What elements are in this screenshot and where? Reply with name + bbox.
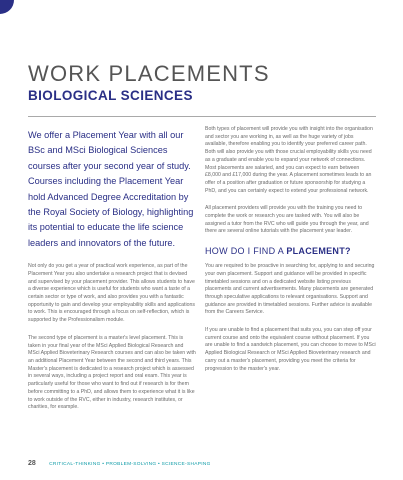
footer-tagline: CRITICAL-THINKING • PROBLEM-SOLVING • SCIENCE-SHAPING [49, 462, 211, 467]
section-heading [205, 246, 376, 257]
right-column [205, 126, 376, 383]
page-title: WORK PLACEMENTS [28, 61, 270, 86]
body-paragraph: The second type of placement is a master's level placement. This is taken in your final year of the MSci Applied Biological Research and MSci Applied Bioveterinary Research courses and can also be taken with an additional Placement Year between the second and third years. This Master's placement is dedicated to a research project which is assessed in several ways, including a project report and oral exam. This year is particularly useful for those who want to find out if research is for them before committing to a PhD, and allows them to experience what it is like to work outside of the RVC, either in industry, research institutes, or charities, for example. [28, 334, 196, 411]
section-heading-prefix: HOW DO I FIND A [205, 246, 287, 257]
left-column [28, 128, 196, 422]
page-number: 28 [28, 460, 36, 467]
page-footer [28, 458, 376, 470]
body-paragraph: All placement providers will provide you with the training you need to complete the work or research you are tasked with. You will also be assigned a tutor from the RVC who will guide you through the year, and there are several online tutorials with the placement year leader. [205, 205, 369, 235]
page-subtitle: BIOLOGICAL SCIENCES [28, 88, 193, 103]
intro-paragraph: We offer a Placement Year with all our BSc and MSci Biological Sciences courses after your second year of study. Courses including the Placement Year hold Advanced Degree Accreditation by the Royal Society of Biology, highlighting its potential to educate the life science leaders and innovators of the future. [28, 130, 194, 248]
body-paragraph: If you are unable to find a placement that suits you, you can step off your current course and onto the equivalent course without placement. If you are unable to find a sandwich placement, you can choose to move to MSci Applied Biological Research or MSci Applied Bioveterinary research and carry out a master's placement, providing you meet the criteria for progression to the master's year. [205, 327, 376, 372]
body-paragraph: You are required to be proactive in searching for, applying to and securing your own placement. Support and guidance will be provided in specific timetabled sessions and on a dedicated website listing previous placements and current advertisements. Many placements are generated through speculative applications to relevant organisations. Support and guidance are provided in timetabled sessions. Further advice is available from the Careers Service. [205, 263, 375, 316]
section-heading-bold: PLACEMENT? [286, 246, 351, 257]
body-paragraph: Not only do you get a year of practical work experience, as part of the Placement Year you also undertake a research project that is devised and supervised by your placement provider. This allows students to have a diverse experience which is useful for students who want a taste of a certain sector or type of work, and also provides you with a fantastic opportunity to gain and develop your employability skills and applications to work. This is encouraged through a focus on self-reflection, which is supported by the Professionalism module. [28, 263, 195, 324]
body-paragraph: Both types of placement will provide you with insight into the organisation and sector you are working in, as well as the huge variety of jobs available, therefore enabling you to identify your preferred career path. Both will also provide you with those crucial employability skills you need as a graduate and enable you to expand your network of connections. Most placements are salaried, and you can expect to earn between £8,000 and £17,000 during the year. A placement sometimes leads to an offer of a position after graduation or future sponsorship for studying a PhD, and you can certainly expect to extend your professional network. [205, 126, 373, 194]
corner-decoration [0, 0, 14, 14]
title-divider [28, 116, 376, 117]
